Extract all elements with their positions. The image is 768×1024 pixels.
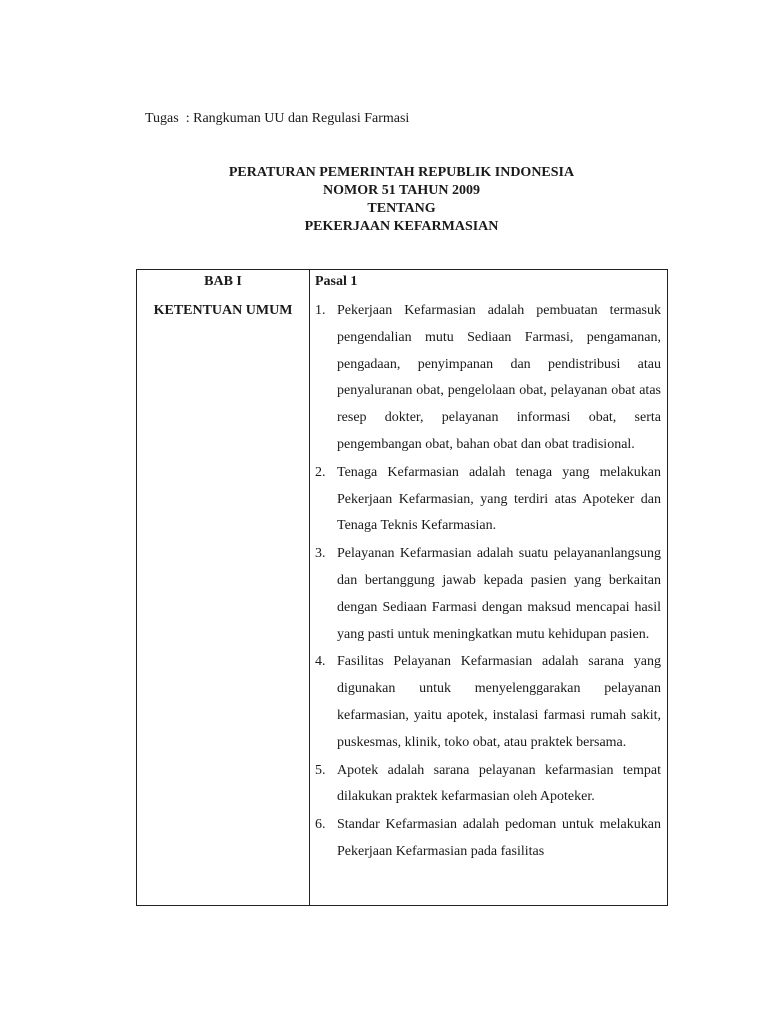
title-line-2: NOMOR 51 TAHUN 2009: [323, 183, 480, 198]
table-row: [137, 270, 668, 906]
list-item: [315, 460, 661, 540]
chapter-cell: [137, 270, 310, 906]
list-item: [315, 649, 661, 756]
item-number: 2.: [315, 464, 326, 480]
item-text: Tenaga Kefarmasian adalah tenaga yang melakukan Pekerjaan Kefarmasian, yang terdiri atas Apoteker dan Tenaga Teknis Kefarmasian.: [337, 464, 661, 534]
item-text: Pekerjaan Kefarmasian adalah pembuatan termasuk pengendalian mutu Sediaan Farmasi, pengamanan, pengadaan, penyimpanan dan pendistribusi atau penyaluranan obat, pengelolaan obat, pelayanan obat atas resep dokter, pelayanan informasi obat, serta pengembangan obat, bahan obat dan obat tradisional.: [337, 303, 661, 452]
item-number: 4.: [315, 654, 326, 670]
chapter-number: BAB I: [204, 274, 242, 289]
item-text: Standar Kefarmasian adalah pedoman untuk melakukan Pekerjaan Kefarmasian pada fasilitas: [337, 817, 661, 859]
item-number: 6.: [315, 817, 326, 833]
task-label: Tugas: [145, 111, 179, 126]
document-title: [0, 164, 768, 236]
item-text: Fasilitas Pelayanan Kefarmasian adalah sarana yang digunakan untuk menyelenggarakan pelayanan kefarmasian, yaitu apotek, instalasi farmasi rumah sakit, puskesmas, klinik, toko obat, atau praktek bersama.: [337, 654, 661, 750]
title-line-3: TENTANG: [367, 201, 436, 216]
chapter-title: KETENTUAN UMUM: [153, 303, 293, 318]
item-text: Pelayanan Kefarmasian adalah suatu pelayananlangsung dan bertanggung jawab kepada pasien yang berkaitan dengan Sediaan Farmasi dengan maksud mencapai hasil yang pasti untuk meningkatkan mutu kehidupan pasien.: [337, 546, 661, 642]
list-item: [315, 812, 661, 866]
task-line: [145, 110, 409, 128]
list-item: [315, 298, 661, 459]
item-text: Apotek adalah sarana pelayanan kefarmasian tempat dilakukan praktek kefarmasian oleh Apoteker.: [337, 762, 661, 805]
list-item: [315, 758, 661, 812]
definition-list: [315, 298, 661, 905]
title-line-1: PERATURAN PEMERINTAH REPUBLIK INDONESIA: [228, 165, 575, 180]
article-cell: [310, 270, 668, 906]
task-text: Rangkuman UU dan Regulasi Farmasi: [193, 111, 410, 126]
item-number: 5.: [315, 762, 326, 778]
item-number: 1.: [315, 303, 326, 318]
article-heading: Pasal 1: [315, 274, 358, 289]
list-item: [315, 541, 661, 648]
task-separator: :: [185, 111, 190, 126]
item-number: 3.: [315, 546, 326, 562]
regulation-table: [136, 269, 668, 906]
title-line-4: PEKERJAAN KEFARMASIAN: [304, 219, 499, 234]
